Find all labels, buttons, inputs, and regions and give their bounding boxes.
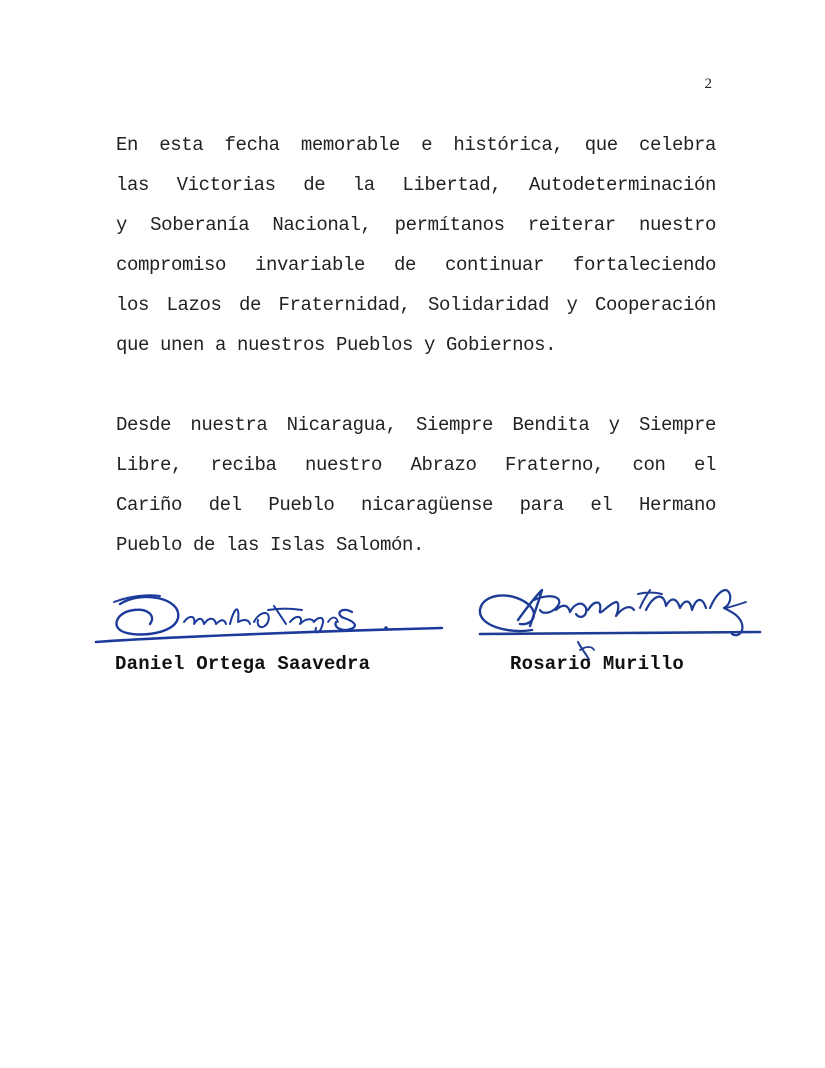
text-line: En esta fecha memorable e histórica, que celebra: [116, 134, 716, 156]
text-line: Desde nuestra Nicaragua, Siempre Bendita y Siempre: [116, 414, 716, 436]
text-line: que unen a nuestros Pueblos y Gobiernos.: [116, 334, 557, 356]
signer-name-ortega: Daniel Ortega Saavedra: [115, 653, 371, 675]
body-paragraph-1: [116, 125, 716, 365]
text-line: y Soberanía Nacional, permítanos reiterar nuestro: [116, 214, 716, 236]
signature-murillo: [470, 580, 825, 660]
text-line: Pueblo de las Islas Salomón.: [116, 534, 425, 556]
signature-ortega: [90, 580, 450, 660]
text-line: Cariño del Pueblo nicaragüense para el Hermano: [116, 494, 716, 516]
signature-block-ortega: [90, 580, 450, 690]
signer-name-murillo: Rosario Murillo: [510, 653, 685, 675]
text-line: compromiso invariable de continuar fortaleciendo: [116, 254, 716, 276]
signature-block-murillo: [470, 580, 825, 690]
text-line: Libre, reciba nuestro Abrazo Fraterno, con el: [116, 454, 716, 476]
text-line: las Victorias de la Libertad, Autodeterminación: [116, 174, 716, 196]
text-line: los Lazos de Fraternidad, Solidaridad y Cooperación: [116, 294, 716, 316]
page-number: 2: [704, 76, 712, 92]
body-paragraph-2: [116, 405, 716, 565]
